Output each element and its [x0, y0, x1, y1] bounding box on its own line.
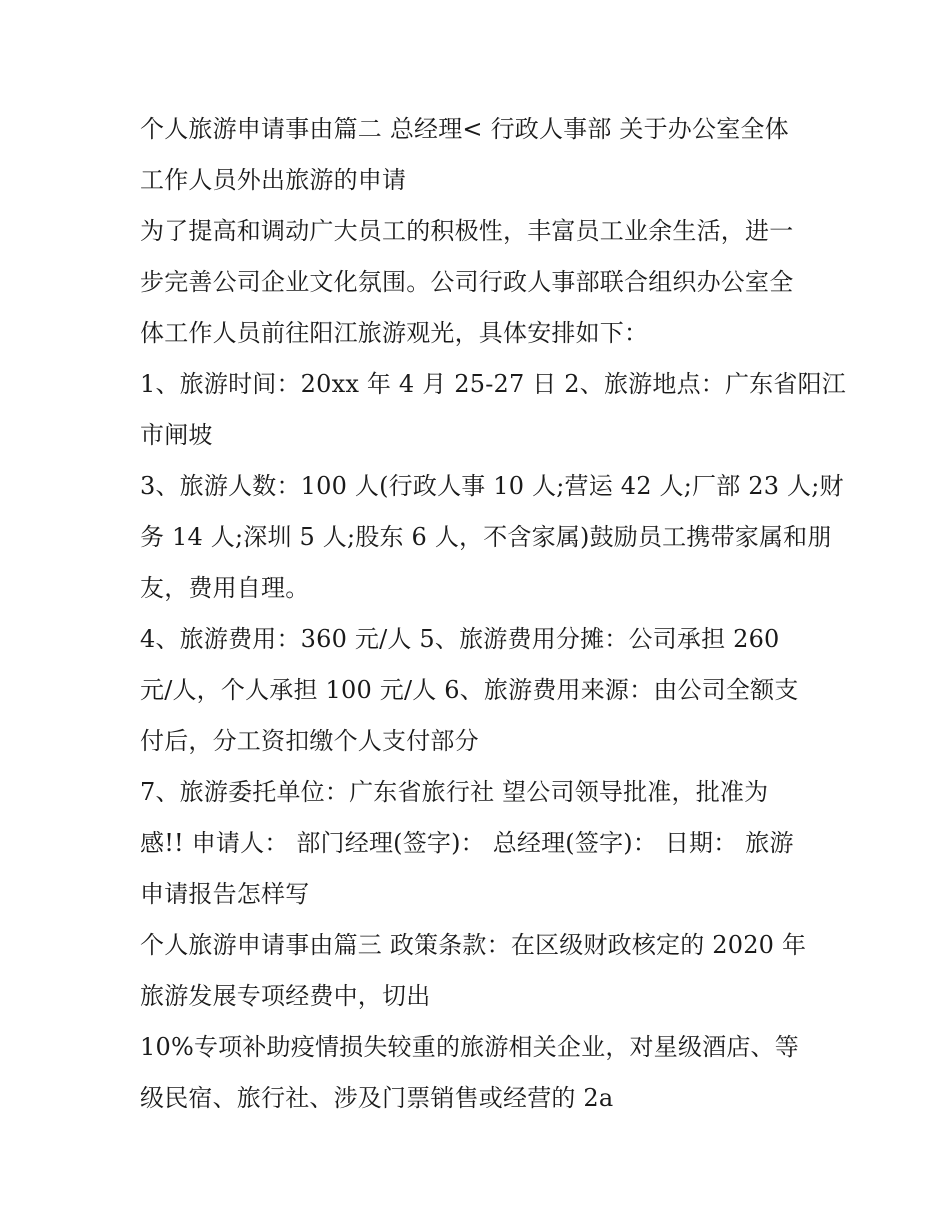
text-line: 元/人，个人承担 100 元/人 6、旅游费用来源：由公司全额支 [140, 676, 799, 704]
text-line: 付后，分工资扣缴个人支付部分 [140, 727, 479, 755]
text-line: 3、旅游人数：100 人(行政人事 10 人;营运 42 人;厂部 23 人;财 [140, 472, 844, 500]
text-line: 感!! 申请人： 部门经理(签字)： 总经理(签字)： 日期： 旅游 [140, 829, 794, 857]
text-line: 友，费用自理。 [140, 574, 310, 602]
text-line: 个人旅游申请事由篇三 政策条款：在区级财政核定的 2020 年 [140, 931, 807, 959]
document-body [140, 104, 846, 1124]
text-line: 务 14 人;深圳 5 人;股东 6 人，不含家属)鼓励员工携带家属和朋 [140, 523, 832, 551]
text-line: 10%专项补助疫情损失较重的旅游相关企业，对星级酒店、等 [140, 1033, 799, 1061]
text-line: 7、旅游委托单位：广东省旅行社 望公司领导批准，批准为 [140, 778, 769, 806]
text-line: 4、旅游费用：360 元/人 5、旅游费用分摊：公司承担 260 [140, 625, 780, 653]
text-line: 申请报告怎样写 [140, 880, 310, 908]
text-line: 市闸坡 [140, 421, 213, 449]
text-line: 旅游发展专项经费中，切出 [140, 982, 431, 1010]
text-line: 步完善公司企业文化氛围。公司行政人事部联合组织办公室全 [140, 268, 794, 296]
text-line: 体工作人员前往阳江旅游观光，具体安排如下： [140, 319, 649, 347]
text-line: 级民宿、旅行社、涉及门票销售或经营的 2a [140, 1084, 614, 1112]
text-line: 为了提高和调动广大员工的积极性，丰富员工业余生活，进一 [140, 217, 794, 245]
text-line: 工作人员外出旅游的申请 [140, 166, 407, 194]
text-line: 个人旅游申请事由篇二 总经理< 行政人事部 关于办公室全体 [140, 115, 789, 143]
text-line: 1、旅游时间：20xx 年 4 月 25-27 日 2、旅游地点：广东省阳江 [140, 370, 846, 398]
